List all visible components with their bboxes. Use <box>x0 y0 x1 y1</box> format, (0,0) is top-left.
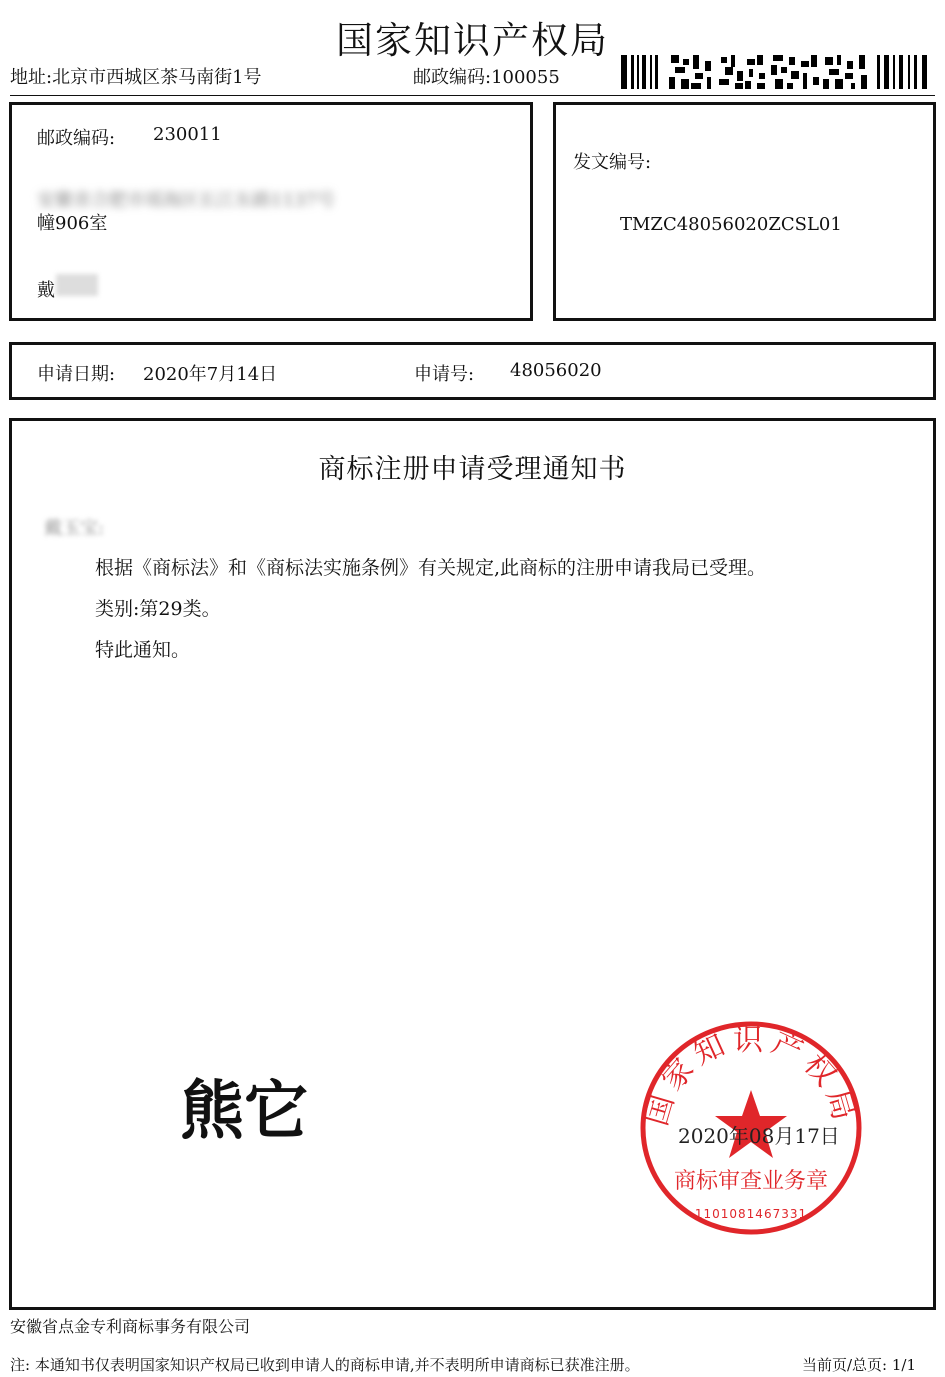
seal-arc-text: 国家知识产权局 <box>639 1022 863 1130</box>
footer-note: 注: 本通知书仅表明国家知识产权局已收到申请人的商标申请,并不表明所申请商标已获准注册。 <box>10 1356 640 1374</box>
header-divider <box>10 95 935 96</box>
document-number-label: 发文编号: <box>573 152 652 173</box>
agency-name: 安徽省点金专利商标事务有限公司 <box>10 1317 251 1336</box>
notice-title: 商标注册申请受理通知书 <box>318 454 627 485</box>
recipient-address-line2: 幢906室 <box>37 213 108 234</box>
page-indicator: 当前页/总页: 1/1 <box>802 1356 917 1374</box>
document-number: TMZC48056020ZCSL01 <box>620 214 842 235</box>
notice-closing: 特此通知。 <box>95 639 191 661</box>
application-number-label: 申请号: <box>414 364 475 385</box>
office-address: 地址:北京市西城区茶马南街1号 <box>10 67 262 88</box>
application-number: 48056020 <box>510 360 602 381</box>
seal-date: 2020年08月17日 <box>678 1124 840 1148</box>
notice-paragraph: 根据《商标法》和《商标法实施条例》有关规定,此商标的注册申请我局已受理。 <box>95 557 767 579</box>
redaction-block <box>56 274 98 296</box>
recipient-postal-label: 邮政编码: <box>37 128 116 149</box>
trademark-text: 熊它 <box>180 1075 308 1149</box>
application-date: 2020年7月14日 <box>143 364 278 385</box>
application-date-label: 申请日期: <box>37 364 116 385</box>
recipient-address-line1: 安徽省合肥市瑶海区长江东路1137号 <box>37 190 335 211</box>
notice-category: 类别:第29类。 <box>95 598 221 620</box>
barcode <box>621 55 931 89</box>
notice-salutation: 戴玉宝: <box>44 518 105 539</box>
seal-bottom-text: 商标审查业务章 <box>673 1169 829 1194</box>
seal-serial: 1101081467331 <box>694 1207 808 1221</box>
office-postal-code: 邮政编码:100055 <box>413 67 560 88</box>
recipient-name: 戴 <box>37 280 55 301</box>
page-title: 国家知识产权局 <box>336 19 609 62</box>
document-number-box <box>553 102 936 321</box>
recipient-postal-code: 230011 <box>153 124 222 145</box>
